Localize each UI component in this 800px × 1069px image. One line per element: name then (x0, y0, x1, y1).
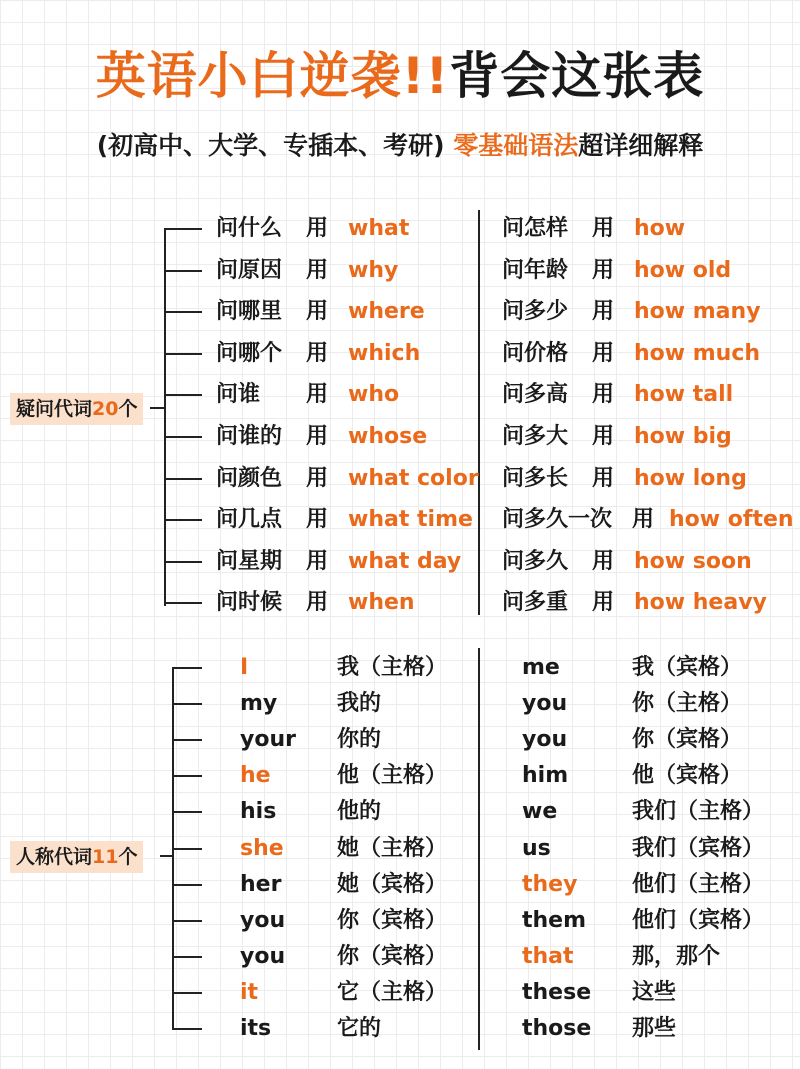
section2-label (10, 841, 143, 873)
question-word: how soon (634, 548, 752, 574)
use-label: 用 (592, 216, 615, 241)
section2-bracket-stem (160, 855, 172, 857)
question-word: whose (348, 424, 428, 449)
question-cn: 问多久一次 (502, 507, 613, 533)
pronoun-meaning: 那些 (632, 1016, 677, 1041)
pronoun-meaning: 那，那个 (632, 943, 721, 969)
use-label: 用 (592, 465, 615, 491)
question-cn: 问多久 (502, 548, 569, 574)
bracket-tick (172, 667, 202, 669)
bracket-tick (172, 811, 202, 813)
title-part1: 英语小白逆袭!! (95, 47, 450, 105)
bracket-tick (172, 920, 202, 922)
question-cn: 问多高 (502, 382, 569, 408)
use-label: 用 (306, 507, 329, 533)
bracket-tick (164, 270, 202, 272)
pronoun-word: its (240, 1016, 272, 1041)
question-cn: 问多重 (502, 590, 569, 616)
section1-label-suffix: 个 (118, 398, 138, 420)
pronoun-meaning: 我们（宾格） (632, 835, 765, 861)
bracket-tick (164, 394, 202, 396)
pronoun-meaning: 你（主格） (632, 691, 743, 717)
use-label: 用 (632, 507, 655, 533)
pronoun-word: I (240, 655, 249, 680)
question-word: which (348, 340, 421, 366)
question-cn: 问几点 (216, 507, 283, 533)
question-word: how big (634, 424, 732, 449)
question-cn: 问多大 (502, 424, 569, 449)
use-label: 用 (592, 382, 615, 408)
pronoun-word: you (522, 727, 568, 753)
pronoun-meaning: 你的 (337, 727, 382, 753)
question-cn: 问哪个 (216, 340, 283, 366)
subtitle-part2: 零基础语法 (453, 131, 579, 160)
question-word: what color (348, 465, 479, 491)
bracket-tick (172, 739, 202, 741)
pronoun-word: these (522, 979, 592, 1005)
use-label: 用 (592, 590, 615, 616)
bracket-tick (164, 353, 202, 355)
use-label: 用 (592, 299, 615, 325)
question-word: how long (634, 465, 747, 491)
subtitle-part3: 超详细解释 (578, 131, 704, 160)
question-word: how heavy (634, 590, 767, 616)
pronoun-word: you (240, 907, 286, 933)
use-label: 用 (306, 548, 329, 574)
use-label: 用 (306, 590, 329, 616)
question-word: what day (348, 548, 462, 574)
pronoun-meaning: 你（宾格） (337, 943, 448, 969)
bracket-tick (172, 992, 202, 994)
question-word: how tall (634, 382, 734, 408)
pronoun-meaning: 他的 (337, 799, 382, 825)
question-cn: 问年龄 (502, 257, 569, 283)
bracket-tick (172, 884, 202, 886)
pronoun-meaning: 她（宾格） (337, 871, 448, 897)
question-cn: 问谁的 (216, 424, 283, 449)
bracket-tick (172, 956, 202, 958)
pronoun-meaning: 她（主格） (337, 835, 448, 861)
use-label: 用 (306, 340, 329, 366)
pronoun-word: they (522, 871, 578, 897)
use-label: 用 (592, 257, 615, 283)
section1-bracket (164, 229, 166, 606)
question-word: how (634, 216, 686, 241)
question-cn: 问多少 (502, 299, 569, 325)
use-label: 用 (306, 257, 329, 283)
page-subtitle (0, 126, 800, 162)
title-part2: 背会这张表 (449, 47, 705, 105)
bracket-tick (172, 703, 202, 705)
use-label: 用 (306, 424, 329, 449)
pronoun-word: you (240, 943, 286, 969)
pronoun-word: you (522, 691, 568, 717)
question-word: how often (669, 507, 794, 533)
use-label: 用 (306, 382, 329, 408)
question-cn: 问星期 (216, 548, 283, 574)
use-label: 用 (592, 548, 615, 574)
pronoun-word: me (522, 655, 560, 680)
pronoun-meaning: 我们（主格） (632, 799, 765, 825)
bracket-tick (164, 602, 202, 604)
bracket-tick (164, 436, 202, 438)
use-label: 用 (592, 340, 615, 366)
question-word: where (348, 299, 425, 325)
question-cn: 问颜色 (216, 465, 283, 491)
pronoun-word: his (240, 799, 277, 825)
pronoun-meaning: 它（主格） (337, 979, 448, 1005)
pronoun-word: them (522, 907, 587, 933)
section1-label (10, 393, 143, 425)
pronoun-word: us (522, 835, 551, 861)
pronoun-meaning: 这些 (632, 979, 677, 1005)
pronoun-word: she (240, 835, 284, 861)
question-cn: 问价格 (502, 340, 569, 366)
question-cn: 问谁 (216, 382, 261, 408)
pronoun-word: him (522, 763, 569, 789)
pronoun-meaning: 它的 (337, 1016, 382, 1041)
question-cn: 问多长 (502, 465, 569, 491)
pronoun-meaning: 他们（宾格） (632, 907, 765, 933)
pronoun-meaning: 我（主格） (337, 655, 448, 680)
bracket-tick (164, 478, 202, 480)
bracket-tick (164, 311, 202, 313)
bracket-tick (172, 775, 202, 777)
pronoun-meaning: 我（宾格） (632, 655, 743, 680)
bracket-tick (172, 1028, 202, 1030)
section2-label-prefix: 人称代词 (16, 846, 93, 868)
question-word: who (348, 382, 400, 408)
question-word: how many (634, 299, 761, 325)
pronoun-meaning: 他们（主格） (632, 871, 765, 897)
bracket-tick (172, 848, 202, 850)
use-label: 用 (306, 216, 329, 241)
section2-divider (478, 648, 480, 1050)
use-label: 用 (306, 299, 329, 325)
section2-label-suffix: 个 (118, 846, 138, 868)
question-word: how old (634, 257, 732, 283)
pronoun-word: your (240, 727, 296, 753)
pronoun-word: her (240, 871, 282, 897)
question-cn: 问怎样 (502, 216, 569, 241)
section1-label-number: 20 (92, 398, 119, 420)
pronoun-word: my (240, 691, 278, 717)
question-cn: 问什么 (216, 216, 283, 241)
pronoun-word: it (240, 979, 259, 1005)
bracket-tick (164, 519, 202, 521)
question-cn: 问原因 (216, 257, 283, 283)
use-label: 用 (306, 465, 329, 491)
subtitle-part1: (初高中、大学、专插本、考研) (96, 131, 445, 160)
bracket-tick (164, 228, 202, 230)
pronoun-meaning: 你（宾格） (632, 727, 743, 753)
pronoun-word: he (240, 763, 271, 789)
pronoun-word: that (522, 943, 574, 969)
question-word: how much (634, 340, 761, 366)
question-word: what (348, 216, 410, 241)
pronoun-word: we (522, 799, 558, 825)
question-cn: 问哪里 (216, 299, 283, 325)
pronoun-word: those (522, 1016, 592, 1041)
question-word: what time (348, 507, 473, 533)
question-cn: 问时候 (216, 590, 283, 616)
section1-label-prefix: 疑问代词 (16, 398, 93, 420)
question-word: why (348, 257, 399, 283)
pronoun-meaning: 你（宾格） (337, 907, 448, 933)
section1-bracket-stem (150, 407, 164, 409)
use-label: 用 (592, 424, 615, 449)
section2-label-number: 11 (92, 846, 119, 868)
bracket-tick (164, 561, 202, 563)
pronoun-meaning: 他（宾格） (632, 763, 743, 789)
page-title (0, 36, 800, 108)
section1-divider (478, 210, 480, 615)
pronoun-meaning: 我的 (337, 691, 382, 717)
pronoun-meaning: 他（主格） (337, 763, 448, 789)
question-word: when (348, 590, 415, 616)
